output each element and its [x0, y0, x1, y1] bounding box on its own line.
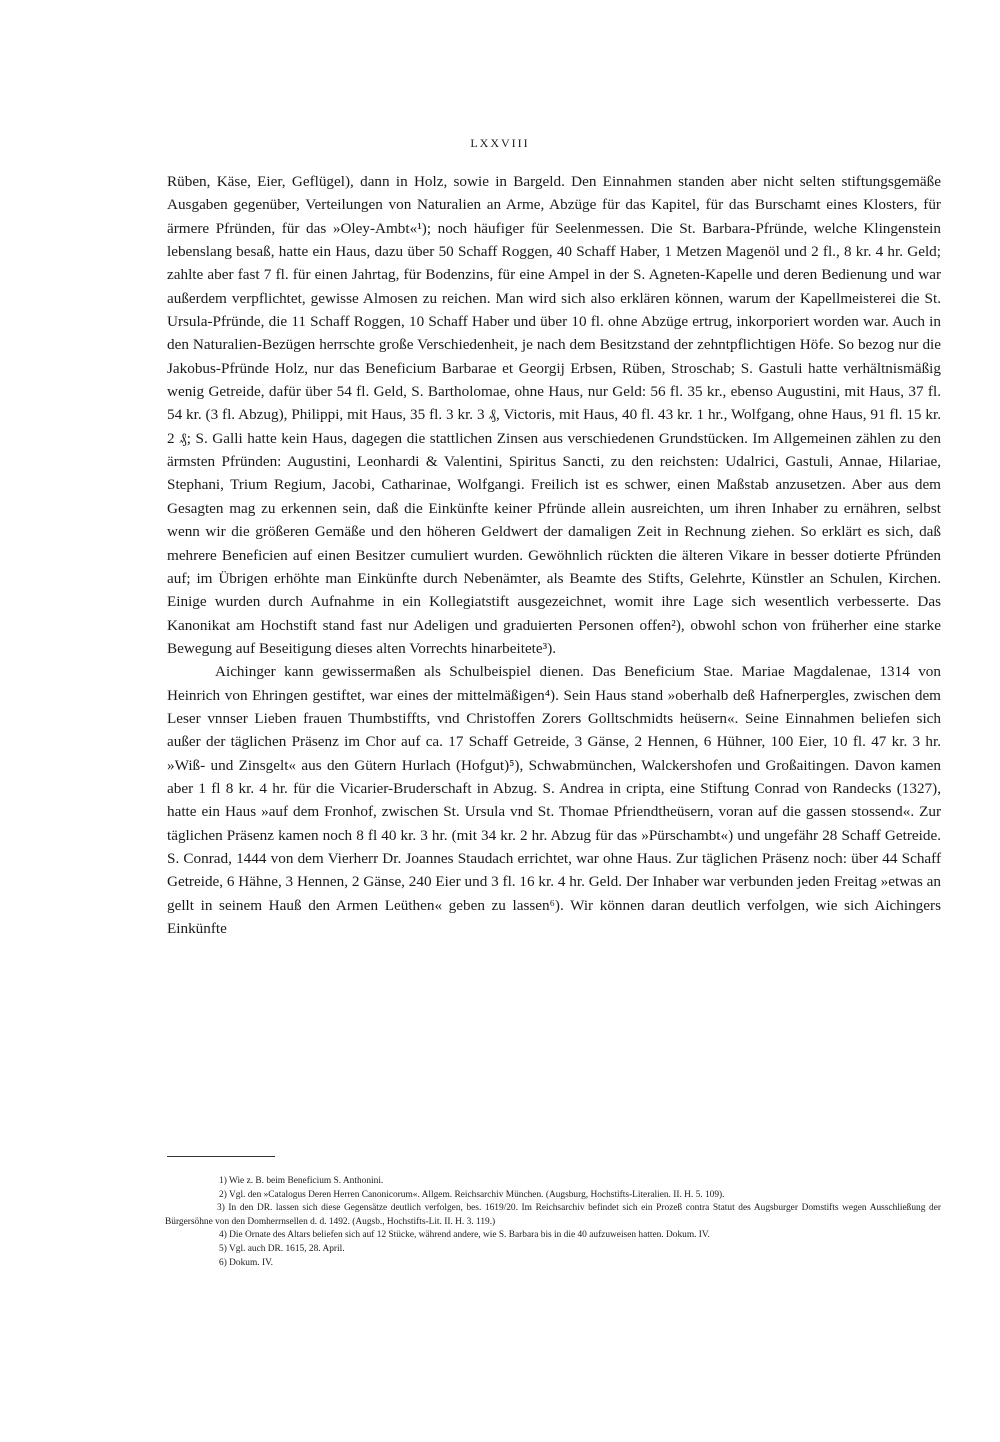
footnote-6: 6) Dokum. IV. [219, 1257, 273, 1268]
footnote-2: 2) Vgl. den »Catalogus Deren Herren Canonicorum«. Allgem. Reichsarchiv München. (Augsburg, Hochstifts-Literalien. II. H. 5. 109). [219, 1189, 725, 1200]
paragraph-1: Rüben, Käse, Eier, Geflügel), dann in Holz, sowie in Bargeld. Den Einnahmen standen aber nicht selten stiftungsgemäße Ausgaben gegenüber, Verteilungen von Naturalien an Arme, Abzüge für das Kapitel, für das Burschamt eines Klosters, für ärmere Pfründen, für das »Oley-Ambt«¹); noch häufiger für Seelenmessen. Die St. Barbara-Pfründe, welche Klingenstein lebenslang besaß, hatte ein Haus, dazu über 50 Schaff Roggen, 40 Schaff Haber, 1 Metzen Magenöl und 2 fl., 8 kr. 4 hr. Geld; zahlte aber fast 7 fl. für einen Jahrtag, für Bodenzins, für eine Ampel in der S. Agneten-Kapelle und deren Bedienung und war außerdem verpflichtet, gewisse Almosen zu reichen. Man wird sich also erklären können, warum der Kapellmeisterei die St. Ursula-Pfründe, die 11 Schaff Roggen, 10 Schaff Haber und über 10 fl. ohne Abzüge ertrug, inkorporiert worden war. Auch in den Naturalien-Bezügen herrschte große Verschiedenheit, je nach dem Besitzstand der zehntpflichtigen Höfe. So bezog nur die Jakobus-Pfründe Holz, nur das Beneficium Barbarae et Georgij Erbsen, Rüben, Stroschab; S. Gastuli hatte verhältnismäßig wenig Getreide, dafür über 54 fl. Geld, S. Bartholomae, ohne Haus, nur Geld: 56 fl. 35 kr., ebenso Augustini, mit Haus, 37 fl. 54 kr. (3 fl. Abzug), Philippi, mit Haus, 35 fl. 3 kr. 3 ₰, Victoris, mit Haus, 40 fl. 43 kr. 1 hr., Wolfgang, ohne Haus, 91 fl. 15 kr. 2 ₰; S. Galli hatte kein Haus, dagegen die stattlichen Zinsen aus verschiedenen Grundstücken. Im Allgemeinen zählen zu den ärmsten Pfründen: Augustini, Leonhardi & Valentini, Spiritus Sancti, zu den reichsten: Udalrici, Gastuli, Annae, Hilariae, Stephani, Trium Regium, Jacobi, Catharinae, Wolfgangi. Freilich ist es schwer, einen Maßstab anzusetzen. Aber aus dem Gesagten mag zu erkennen sein, daß die Einkünfte keiner Pfründe allein ausreichten, um ihren Inhaber zu ernähren, selbst wenn wir die größeren Gemäße und den höheren Geldwert der damaligen Zeit in Rechnung ziehen. So erklärt es sich, daß mehrere Beneficien auf einen Besitzer cumuliert wurden. Gewöhnlich rückten die älteren Vikare in besser dotierte Pfründen auf; im Übrigen erhöhte man Einkünfte durch Nebenämter, als Beamte des Stifts, Gelehrte, Künstler an Schulen, Kirchen. Einige wurden durch Aufnahme in ein Kollegiatstift ausgezeichnet, womit ihre Lage sich wesentlich verbesserte. Das Kanonikat am Hochstift stand fast nur Adeligen und graduierten Personen offen²), obwohl schon von früherher eine starke Bewegung auf Beseitigung dieses alten Vorrechts hinarbeitete³). [167, 173, 941, 657]
page-number: LXXVIII [470, 136, 530, 150]
footnote-5: 5) Vgl. auch DR. 1615, 28. April. [219, 1243, 345, 1254]
main-text [167, 170, 941, 940]
footnotes [167, 1175, 941, 1270]
footnote-4: 4) Die Ornate des Altars beliefen sich auf 12 Stücke, während andere, wie S. Barbara bis in die 40 aufzuweisen hatten. Dokum. IV. [219, 1230, 710, 1241]
footnote-3: 3) In den DR. lassen sich diese Gegensätze deutlich verfolgen, bes. 1619/20. Im Reichsarchiv befindet sich ein Prozeß contra Statut des Augsburger Domstifts wegen Ausschließung der Bürgersöhne von den Domherrnsellen d. d. 1492. (Augsb., Hochstifts-Lit. II. H. 3. 119.) [165, 1203, 941, 1227]
paragraph-2: Aichinger kann gewissermaßen als Schulbeispiel dienen. Das Beneficium Stae. Mariae Magdalenae, 1314 von Heinrich von Ehringen gestiftet, war eines der mittelmäßigen⁴). Sein Haus stand »oberhalb deß Hafnerpergles, zwischen dem Leser vnnser Lieben frauen Thumbstiffts, vnd Christoffen Zorers Golltschmidts heüsern«. Seine Einnahmen beliefen sich außer der täglichen Präsenz im Chor auf ca. 17 Schaff Getreide, 3 Gänse, 2 Hennen, 6 Hühner, 100 Eier, 10 fl. 47 kr. 3 hr. »Wiß- und Zinsgelt« aus den Gütern Hurlach (Hofgut)⁵), Schwabmünchen, Walckershofen und Großaitingen. Davon kamen aber 1 fl 8 kr. 4 hr. für die Vicarier-Bruderschaft in Abzug. S. Andrea in cripta, eine Stiftung Conrad von Randecks (1327), hatte ein Haus »auf dem Fronhof, zwischen St. Ursula vnd St. Thomae Pfriendtheüsern, voran auf die gassen stossend«. Zur täglichen Präsenz kamen noch 8 fl 40 kr. 3 hr. (mit 34 kr. 2 hr. Abzug für das »Pürschambt«) und ungefähr 28 Schaff Getreide. S. Conrad, 1444 von dem Vierherr Dr. Joannes Staudach errichtet, war ohne Haus. Zur täglichen Präsenz noch: über 44 Schaff Getreide, 6 Hähne, 3 Hennen, 2 Gänse, 240 Eier und 3 fl. 16 kr. 4 hr. Geld. Der Inhaber war verbunden jeden Freitag »etwas an gellt in seinem Hauß den Armen Leüthen« geben zu lassen⁶). Wir können daran deutlich verfolgen, wie sich Aichingers Einkünfte [167, 663, 941, 937]
footnote-1: 1) Wie z. B. beim Beneficium S. Anthonini. [219, 1176, 384, 1186]
footnote-divider [167, 1156, 275, 1157]
